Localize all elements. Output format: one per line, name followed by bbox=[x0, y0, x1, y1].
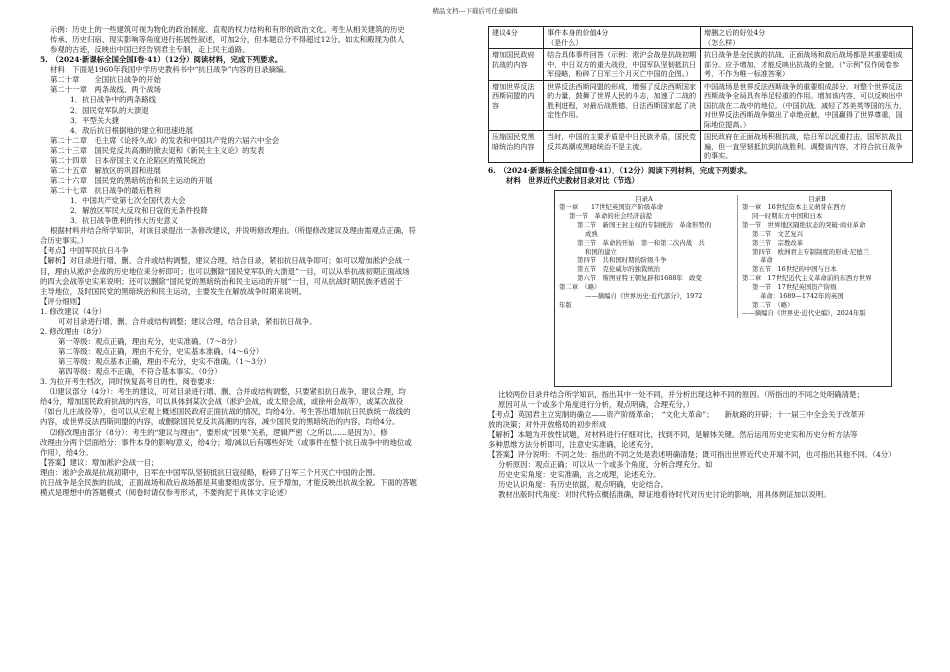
toc-item: 2．国民党军队的大溃退 bbox=[70, 105, 149, 115]
analysis-block bbox=[488, 460, 913, 500]
answer-title: 【答案】建议：增加淞沪会战一目； bbox=[40, 457, 159, 467]
toc-a-item: 第二章 （略） bbox=[559, 282, 601, 291]
pingfen-line: ⑵修改理由部分（8分）：考生的“建议与理由”，要形成“因果”关系，逻辑严密（之所以……是因为）。修 bbox=[50, 427, 388, 437]
table-cell: 结合具体事件回答（示例：淞沪会战是抗战初期中，中日双方的重大战役，中国军队坚韧抵抗日军侵略，粉碎了日军三个月灭亡中国的企图。） bbox=[544, 49, 701, 81]
pingfen-line: 内容，或世界反法西斯同盟的内容，或删除国民党反共高潮的内容，减少国民党的黑暗统治的内容，均给4分。 bbox=[40, 417, 400, 427]
toc-a-item: 第一节 革命的社会经济前提 bbox=[569, 212, 653, 221]
analysis-line: 历史认识角度：有历史依据，观点明确，史论结合。 bbox=[498, 480, 668, 490]
toc-item: 第二十五章 解放区的巩固和进展 bbox=[50, 165, 161, 175]
table-row bbox=[489, 49, 913, 81]
pingfen-title: 【评分细则】 bbox=[40, 296, 85, 306]
toc-b-item: 第一节 17世纪英国资产阶级 bbox=[752, 282, 837, 291]
right-column bbox=[488, 25, 913, 500]
table-header-cell: 事件本身的价值4分 （是什么） bbox=[544, 27, 701, 49]
pingfen-line: 第二等级：观点正确，理由不充分，史实基本准确。（4～6分） bbox=[58, 347, 264, 356]
toc-item: 第二十七章 抗日战争的最后胜利 bbox=[50, 186, 161, 195]
toc-a-item: 第三节 革命的开始 第一和第二次内战 共 bbox=[577, 238, 705, 247]
toc-item: 第二十二章 毛主席《论持久战》的发表和中国共产党的六届六中全会 bbox=[50, 135, 280, 145]
toc-a-item: 第一章 17世纪英国资产阶级革命 bbox=[559, 203, 663, 212]
textbook-toc bbox=[40, 75, 465, 226]
question-6-title: 6. （2024·新课标全国全国Ⅱ卷·41）．（12分）阅读下列材料，完成下列要求。 bbox=[488, 165, 752, 175]
jiexi-line: 【解析】对目录进行增、删、合并或结构调整，建议合理，结合目录，紧扣抗日战争即可；如可以增加淞沪会战一 bbox=[40, 256, 410, 266]
table-cell: 压缩国民党黑暗统治的内容 bbox=[489, 131, 544, 163]
task-line: 合历史事实。） bbox=[40, 236, 89, 246]
toc-b-item: ——摘编自《世界史·近代史编》，2024年版 bbox=[742, 309, 866, 318]
pingfen-line: 可对目录进行增、删、合并或结构调整；建议合理，结合目录，紧扣抗日战争。 bbox=[58, 316, 317, 326]
pingfen-line: （如台儿庄战役等），也可以从宏观上概述国民政府正面抗战的情况，均给4分。考生答出增加抗日民族统一战线的 bbox=[40, 407, 411, 417]
jiexi-line: 目，理由从淞沪会战的历史地位来分析即可；也可以删除“国民党军队的大溃退”一目，可以从举抗战初期正面战场 bbox=[40, 266, 410, 276]
table-cell: 中国战场是世界反法西斯战争的重要组成部分，对整个世界反法西斯战争全局具有举足轻重的作用。增加该内容，可以反映出中国抗战在二战中的地位。（中国抗战，减轻了苏美英等国的压力，对世界反法西斯战争做出了卓绝贡献，中国赢得了世界尊重，国际地位提高。） bbox=[700, 80, 912, 131]
pingfen-line: 3. 为拉开考生档次，同时恢复高考目的性，阅卷要求： bbox=[40, 377, 220, 387]
toc-item: 第二十六章 国民党的黑暗统治和民主运动的开展 bbox=[50, 175, 213, 185]
pingfen-line: ⑴建议部分（4分）：考生的建议，可对目录进行增、删、合并或结构调整，只要紧扣抗日战争，建议合理，均 bbox=[50, 387, 406, 397]
toc-item: 2．解放区军民大反攻和日寇的无条件投降 bbox=[70, 206, 208, 216]
kaodian-6-block bbox=[488, 410, 913, 430]
toc-item: 第二十一章 两条战线、两个战场 bbox=[50, 85, 161, 95]
pingfen-line: 第一等级：观点正确，理由充分，史实准确。（7～8分） bbox=[58, 336, 242, 346]
toc-a-item: 成熟 bbox=[585, 229, 598, 238]
table-cell: 增加国民政府抗战的内容 bbox=[489, 49, 544, 81]
kaodian-label: 【考点】中国军民抗日斗争 bbox=[40, 246, 129, 256]
table-header-row bbox=[489, 27, 913, 49]
toc-b-item: 第二节 文艺复兴 bbox=[752, 229, 804, 238]
kaodian-line: 放的决策；对外开放格局的初步形成 bbox=[488, 419, 607, 429]
analysis-line: 历史史实角度：史实准确，言之成理，论述充分。 bbox=[498, 470, 661, 480]
toc-item: 1．中国共产党第七次全国代表大会 bbox=[70, 196, 186, 206]
toc-b-item: 第三节 宗教改革 bbox=[752, 238, 804, 247]
toc-b-item: 同一时期东方中国和日本 bbox=[752, 212, 823, 221]
pingfen-line: 1. 修改建议（4分） bbox=[40, 306, 106, 316]
answer-line: 抗日战争是全民族的抗战，正面战场和敌后战场都是其重要组成部分。应予增加，才能反映出抗战全貌。下面的答题 bbox=[40, 477, 417, 487]
jiexi-line: 主导地位，及时国民党的黑暗统治和民主运动，主要发生在解放战争时期来说明。 bbox=[40, 286, 307, 296]
answer-line: 理由：淞沪会战是抗战初期中，日军在中国军队坚韧抵抗日寇侵略，粉碎了日军三个月灭亡中国的企图。 bbox=[40, 467, 380, 477]
toc-b-item: 革命 bbox=[760, 256, 773, 265]
toc-a-item: 第二节 新国王封主权的专制统治 革命形势的 bbox=[577, 221, 712, 230]
pingfen-line: 2. 修改理由（8分） bbox=[40, 326, 106, 336]
jiexi-6-block bbox=[488, 430, 913, 450]
task-line: 比较两份目录并结合所学知识，指出其中一处不同，并分析出现这种不同的原因。（所指出的不同之处明确清楚； bbox=[498, 389, 864, 399]
pingfen-line: 改理由分两个层面给分：事件本身的影响/意义，给4分；增/减以后有哪些好处（或事件在整个抗日战争中的地位或 bbox=[40, 437, 412, 447]
analysis-line: 分析原因：观点正确；可以从一个或多个角度，分析合理充分。如 bbox=[498, 460, 713, 470]
table-header-cell: 建议4分 bbox=[489, 27, 544, 49]
jiexi-line: 多种思维方法分析即可，注意史实准确，论述充分。 bbox=[488, 439, 658, 449]
intro-line: 参观的古迹，反映出中国已经告别君主专制，走上民主道路。 bbox=[50, 45, 250, 55]
left-column bbox=[40, 25, 465, 498]
table-cell: 抗日战争是全民族的抗战，正面战场和敌后战场都是其重要组成部分。应予增加，才能反映出抗战的全貌。（“示例”仅作阅卷参考，不作为唯一标准答案） bbox=[700, 49, 912, 81]
analysis-line: 教材出版时代角度：对时代特点概括准确，辩证地看待时代对历史讨论的影响，用具体例证加以说明。 bbox=[498, 490, 831, 500]
pingfen-line: 第四等级：观点不正确，不符合基本事实。（0分） bbox=[58, 367, 222, 377]
jiexi-line: 的四大会战等史实来说明；还可以删除“国民党的黑暗统治和民主运动的开展”一目，可从抗战时期民族矛盾居于 bbox=[40, 276, 403, 286]
intro-line: 传承、历史归宿、现实影响等角度进行拓展性叙述，可加2分，但本题总分不得超过12分。如太和殿现为供人 bbox=[50, 35, 405, 45]
toc-b-item: 第二章 17世纪近代主义革命前的东西方世界 bbox=[742, 274, 872, 283]
toc-a-title: 目录A bbox=[635, 194, 653, 203]
answer-line: 模式是理想中的答题模式（阅卷时请仅参考形式，不要拘泥于具体文字论述） bbox=[40, 487, 292, 497]
pingfen-line: 给4分，增加国民政府抗战的内容，可以具体到某次会战（淞沪会战，或太原会战，或徐州会战等），或某次战役 bbox=[40, 397, 404, 407]
toc-item: 3．平型关大捷 bbox=[70, 115, 120, 125]
toc-a-item: 第四节 共和国时期的阶级斗争 bbox=[577, 256, 667, 265]
toc-b-item: 第二节 （略） bbox=[752, 300, 794, 309]
pingfen-line: 第三等级：观点基本正确，理由不充分，史实不准确。（1～3分） bbox=[58, 357, 271, 367]
jiexi-line: 【解析】本题为开放性试题，对材料进行仔细对比，找到不同，是解体关键。然后运用历史史实和历史分析方法等 bbox=[488, 429, 858, 439]
question-5-title: 5. （2024·新课标全国全国Ⅰ卷·41）（12分）阅读材料，完成下列要求。 bbox=[40, 55, 283, 65]
table-cell: 当时，中国的主要矛盾是中日民族矛盾，国民党反共高潮或黑暗统治不是主流。 bbox=[544, 131, 701, 163]
toc-b-item: 革命：1689—1742年的英国 bbox=[760, 291, 844, 300]
toc-b-item: 第五节 16世纪的中国与日本 bbox=[752, 265, 837, 274]
toc-item: 第二十四章 日本帝国主义在沦陷区的殖民统治 bbox=[50, 155, 206, 165]
task-line: 原因可从一个或多个角度进行分析，观点明确，合理充分。） bbox=[498, 399, 694, 409]
intro-line: 示例：历史上的一些建筑可视为物化的政治制度、直观的权力结构和有形的政治文化。考生从相关建筑的历史 bbox=[50, 25, 405, 34]
toc-item: 第二十三章 国民党反共高潮的掀去退和《新民主主义论》的发表 bbox=[50, 145, 265, 155]
toc-a bbox=[559, 195, 729, 310]
toc-a-item: 和国的建立 bbox=[585, 247, 617, 256]
toc-item: 4．敌后抗日根据地的建立和迅速进展 bbox=[70, 125, 193, 135]
toc-a-item: 年版 bbox=[559, 300, 572, 309]
answer-model-table bbox=[488, 26, 913, 163]
toc-b-item: 第一章 16世纪资本主义萌芽在西方 bbox=[742, 203, 846, 212]
toc-b-title: 目录B bbox=[808, 194, 826, 203]
question-6-task bbox=[488, 390, 913, 410]
jiexi-block bbox=[40, 256, 465, 296]
toc-b-item: 第一节 世界地区隔绝状态的突破·商业革命 bbox=[742, 221, 866, 230]
toc-a-item: 第五节 克伦威尔的独裁统治 bbox=[577, 265, 661, 274]
table-header-cell: 增删之后的好处4分 （怎么样） bbox=[700, 27, 912, 49]
kaodian-line: 【考点】英国君主立宪制的确立——资产阶级革命； “文化大革命”； 新航路的开辟；十一届三中全会关于改革开 bbox=[488, 409, 866, 419]
question-5-task bbox=[40, 226, 465, 246]
pingfen-block bbox=[40, 307, 465, 458]
table-row bbox=[489, 80, 913, 131]
table-cell: 增加世界反法西斯同盟的内容 bbox=[489, 80, 544, 131]
table-row bbox=[489, 131, 913, 163]
toc-a-item: ——摘编自《世界历史·近代部分》，1972 bbox=[585, 291, 703, 300]
toc-item: 3．抗日战争胜利的伟大历史意义 bbox=[70, 216, 179, 226]
question-5-material: 材料 下面是1960年我国中学历史教科书中“抗日战争”内容的目录摘编。 bbox=[50, 65, 291, 75]
pingfen-line: 作用），给4分。 bbox=[40, 447, 93, 457]
toc-item: 1．抗日战争中的两条路线 bbox=[70, 95, 157, 105]
toc-a-items bbox=[559, 203, 729, 309]
header-note: 精品文档---下载后可任意编辑 bbox=[432, 7, 518, 15]
toc-b bbox=[737, 195, 892, 319]
toc-item: 第二十章 全国抗日战争的开始 bbox=[50, 75, 161, 85]
intro-paragraph bbox=[40, 25, 465, 55]
answer-6: 【答案】评分说明：不同之处：指出的不同之处是表述明确清楚；既可指出世界近代史开端不同，也可指出其他不同。（4分） bbox=[488, 450, 896, 459]
answer-block bbox=[40, 468, 465, 498]
question-6-material: 材料 世界近代史教材目录对比（节选） bbox=[506, 175, 640, 185]
table-cell: 世界反法西斯同盟的形成，增强了反法西斯国家的力量，鼓舞了世界人民的斗志，加速了二战的胜利进程，对最后战胜德、日法西斯国家起了决定性作用。 bbox=[544, 80, 701, 131]
toc-comparison-box bbox=[554, 190, 892, 387]
toc-b-item: 第四节 欧洲君主专制制度的形成·尼德兰 bbox=[752, 247, 870, 256]
toc-b-items bbox=[742, 203, 892, 318]
table-cell: 国民政府在正面战场积极抗战，给日军以沉重打击，国军抗战且遍，但一直坚韧抵抗到抗战胜利。调整该内容，才符合抗日战争的事实。 bbox=[700, 131, 912, 163]
toc-a-item: 第六节 斯图亚特王朝复辟和1688年 政变 bbox=[577, 274, 702, 283]
task-line: 根据材料并结合所学知识，对该目录提出一条修改建议，并说明修改理由。（所提修改建议及理由需观点正确，符 bbox=[50, 226, 416, 236]
